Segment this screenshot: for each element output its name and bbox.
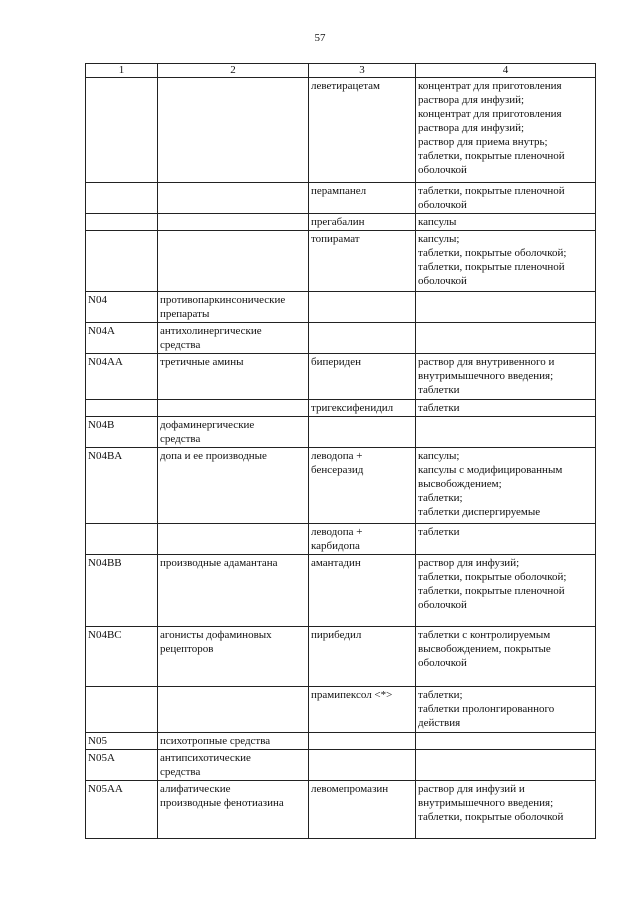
dosage-forms-line: таблетки, покрытые оболочкой; bbox=[418, 571, 567, 583]
group-line: психотропные средства bbox=[160, 735, 271, 747]
dosage-forms-line: раствора для инфузий; bbox=[418, 94, 525, 106]
drug-name-line: бипериден bbox=[311, 356, 362, 368]
drug-name-cell bbox=[309, 448, 416, 524]
dosage-forms-line: раствор для инфузий и bbox=[418, 783, 525, 795]
dosage-forms-cell bbox=[416, 417, 596, 448]
dosage-forms-line: внутримышечного введения; bbox=[418, 797, 554, 809]
drug-name-line: левомепромазин bbox=[311, 783, 389, 795]
group-cell bbox=[158, 750, 309, 781]
drug-name-line: карбидопа bbox=[311, 540, 360, 552]
drug-name-cell bbox=[309, 733, 416, 750]
dosage-forms-line: оболочкой bbox=[418, 275, 467, 287]
group-line: агонисты дофаминовых bbox=[160, 629, 272, 641]
dosage-forms-line: концентрат для приготовления bbox=[418, 80, 562, 92]
drug-name-line: прамипексол <*> bbox=[311, 689, 393, 701]
table-row bbox=[86, 323, 596, 354]
header-row bbox=[86, 64, 596, 78]
drug-name-cell bbox=[309, 231, 416, 292]
drug-name-cell bbox=[309, 354, 416, 400]
table-row bbox=[86, 781, 596, 839]
dosage-forms-line: раствор для инфузий; bbox=[418, 557, 520, 569]
dosage-forms-line: таблетки диспергируемые bbox=[418, 506, 541, 518]
drug-name-line: леветирацетам bbox=[311, 80, 381, 92]
dosage-forms-cell bbox=[416, 400, 596, 417]
dosage-forms-line: таблетки пролонгированного bbox=[418, 703, 555, 715]
dosage-forms-line: таблетки bbox=[418, 402, 460, 414]
group-cell bbox=[158, 417, 309, 448]
atc-code-cell bbox=[86, 231, 158, 292]
group-cell bbox=[158, 78, 309, 183]
dosage-forms-line: оболочкой bbox=[418, 599, 467, 611]
dosage-forms-line: таблетки, покрытые пленочной bbox=[418, 585, 565, 597]
table-row bbox=[86, 183, 596, 214]
drug-name-line: амантадин bbox=[311, 557, 361, 569]
drug-name-line: леводопа + bbox=[311, 450, 363, 462]
dosage-forms-line: таблетки; bbox=[418, 689, 463, 701]
group-cell bbox=[158, 323, 309, 354]
table-row bbox=[86, 292, 596, 323]
table-row bbox=[86, 214, 596, 231]
dosage-forms-line: внутримышечного введения; bbox=[418, 370, 554, 382]
dosage-forms-cell bbox=[416, 555, 596, 627]
dosage-forms-line: таблетки с контролируемым bbox=[418, 629, 551, 641]
dosage-forms-line: действия bbox=[418, 717, 461, 729]
atc-code-cell bbox=[86, 214, 158, 231]
atc-code-cell: N04AA bbox=[86, 354, 158, 400]
dosage-forms-line: раствор для внутривенного и bbox=[418, 356, 555, 368]
atc-code-cell: N04A bbox=[86, 323, 158, 354]
drug-name-cell bbox=[309, 627, 416, 687]
atc-code-cell bbox=[86, 78, 158, 183]
dosage-forms-cell bbox=[416, 78, 596, 183]
dosage-forms-line: капсулы с модифицированным bbox=[418, 464, 563, 476]
group-cell bbox=[158, 183, 309, 214]
atc-code-cell: N04B bbox=[86, 417, 158, 448]
group-cell bbox=[158, 354, 309, 400]
drug-table bbox=[85, 63, 596, 839]
group-cell bbox=[158, 231, 309, 292]
dosage-forms-line: раствора для инфузий; bbox=[418, 122, 525, 134]
drug-name-line: топирамат bbox=[311, 233, 360, 245]
dosage-forms-cell bbox=[416, 214, 596, 231]
group-cell bbox=[158, 448, 309, 524]
dosage-forms-line: таблетки, покрытые пленочной bbox=[418, 150, 565, 162]
group-cell bbox=[158, 555, 309, 627]
dosage-forms-cell bbox=[416, 750, 596, 781]
atc-code-cell bbox=[86, 687, 158, 733]
group-cell bbox=[158, 524, 309, 555]
drug-name-line: пирибедил bbox=[311, 629, 362, 641]
atc-code-cell: N05AA bbox=[86, 781, 158, 839]
dosage-forms-cell bbox=[416, 231, 596, 292]
table-body bbox=[86, 78, 596, 839]
group-line: алифатические bbox=[160, 783, 231, 795]
column-header-4: 4 bbox=[416, 64, 596, 78]
column-header-1: 1 bbox=[86, 64, 158, 78]
column-header-3: 3 bbox=[309, 64, 416, 78]
dosage-forms-line: капсулы bbox=[418, 216, 457, 228]
table-row bbox=[86, 231, 596, 292]
group-line: допа и ее производные bbox=[160, 450, 267, 462]
drug-name-line: прегабалин bbox=[311, 216, 365, 228]
group-line: дофаминергические bbox=[160, 419, 255, 431]
group-line: средства bbox=[160, 433, 201, 445]
table-row bbox=[86, 750, 596, 781]
dosage-forms-line: таблетки bbox=[418, 526, 460, 538]
table-row bbox=[86, 354, 596, 400]
drug-name-cell bbox=[309, 78, 416, 183]
group-cell bbox=[158, 687, 309, 733]
drug-name-cell bbox=[309, 323, 416, 354]
dosage-forms-cell bbox=[416, 627, 596, 687]
table-row bbox=[86, 555, 596, 627]
dosage-forms-line: таблетки, покрытые пленочной bbox=[418, 185, 565, 197]
group-cell bbox=[158, 781, 309, 839]
table-row bbox=[86, 733, 596, 750]
drug-name-line: тригексифенидил bbox=[311, 402, 394, 414]
table-row bbox=[86, 417, 596, 448]
dosage-forms-line: таблетки, покрытые оболочкой; bbox=[418, 247, 567, 259]
drug-name-cell bbox=[309, 555, 416, 627]
group-cell bbox=[158, 733, 309, 750]
atc-code-cell bbox=[86, 400, 158, 417]
dosage-forms-cell bbox=[416, 323, 596, 354]
group-cell bbox=[158, 400, 309, 417]
dosage-forms-cell bbox=[416, 687, 596, 733]
atc-code-cell: N05A bbox=[86, 750, 158, 781]
drug-name-cell bbox=[309, 524, 416, 555]
atc-code-cell: N04BC bbox=[86, 627, 158, 687]
atc-code-cell: N04 bbox=[86, 292, 158, 323]
drug-name-cell bbox=[309, 214, 416, 231]
table-row bbox=[86, 524, 596, 555]
dosage-forms-line: капсулы; bbox=[418, 233, 460, 245]
table-row bbox=[86, 400, 596, 417]
group-line: производные адамантана bbox=[160, 557, 278, 569]
dosage-forms-line: капсулы; bbox=[418, 450, 460, 462]
group-line: средства bbox=[160, 339, 201, 351]
atc-code-cell bbox=[86, 183, 158, 214]
table-row bbox=[86, 687, 596, 733]
group-cell bbox=[158, 292, 309, 323]
group-line: рецепторов bbox=[160, 643, 214, 655]
drug-name-cell bbox=[309, 417, 416, 448]
dosage-forms-line: таблетки, покрытые оболочкой bbox=[418, 811, 564, 823]
group-cell bbox=[158, 627, 309, 687]
drug-name-cell bbox=[309, 183, 416, 214]
dosage-forms-line: оболочкой bbox=[418, 199, 467, 211]
dosage-forms-line: таблетки bbox=[418, 384, 460, 396]
dosage-forms-cell bbox=[416, 448, 596, 524]
dosage-forms-cell bbox=[416, 781, 596, 839]
dosage-forms-cell bbox=[416, 524, 596, 555]
dosage-forms-cell bbox=[416, 354, 596, 400]
table-row bbox=[86, 627, 596, 687]
drug-name-cell bbox=[309, 400, 416, 417]
drug-name-line: леводопа + bbox=[311, 526, 363, 538]
group-line: антихолинергические bbox=[160, 325, 262, 337]
drug-name-cell bbox=[309, 781, 416, 839]
table-row bbox=[86, 78, 596, 183]
dosage-forms-cell bbox=[416, 292, 596, 323]
page-number: 57 bbox=[314, 32, 326, 44]
group-cell bbox=[158, 214, 309, 231]
group-line: препараты bbox=[160, 308, 210, 320]
drug-name-cell bbox=[309, 292, 416, 323]
drug-name-cell bbox=[309, 750, 416, 781]
dosage-forms-cell bbox=[416, 183, 596, 214]
drug-name-line: перампанел bbox=[311, 185, 367, 197]
drug-name-cell bbox=[309, 687, 416, 733]
dosage-forms-line: концентрат для приготовления bbox=[418, 108, 562, 120]
dosage-forms-line: раствор для приема внутрь; bbox=[418, 136, 548, 148]
table-row bbox=[86, 448, 596, 524]
dosage-forms-line: высвобождением; bbox=[418, 478, 502, 490]
dosage-forms-line: оболочкой bbox=[418, 657, 467, 669]
dosage-forms-cell bbox=[416, 733, 596, 750]
group-line: производные фенотиазина bbox=[160, 797, 284, 809]
dosage-forms-line: таблетки; bbox=[418, 492, 463, 504]
drug-name-line: бенсеразид bbox=[311, 464, 364, 476]
group-line: противопаркинсонические bbox=[160, 294, 286, 306]
group-line: средства bbox=[160, 766, 201, 778]
dosage-forms-line: оболочкой bbox=[418, 164, 467, 176]
group-line: третичные амины bbox=[160, 356, 244, 368]
atc-code-cell bbox=[86, 524, 158, 555]
atc-code-cell: N04BB bbox=[86, 555, 158, 627]
atc-code-cell: N04BA bbox=[86, 448, 158, 524]
dosage-forms-line: таблетки, покрытые пленочной bbox=[418, 261, 565, 273]
atc-code-cell: N05 bbox=[86, 733, 158, 750]
group-line: антипсихотические bbox=[160, 752, 251, 764]
dosage-forms-line: высвобождением, покрытые bbox=[418, 643, 551, 655]
column-header-2: 2 bbox=[158, 64, 309, 78]
